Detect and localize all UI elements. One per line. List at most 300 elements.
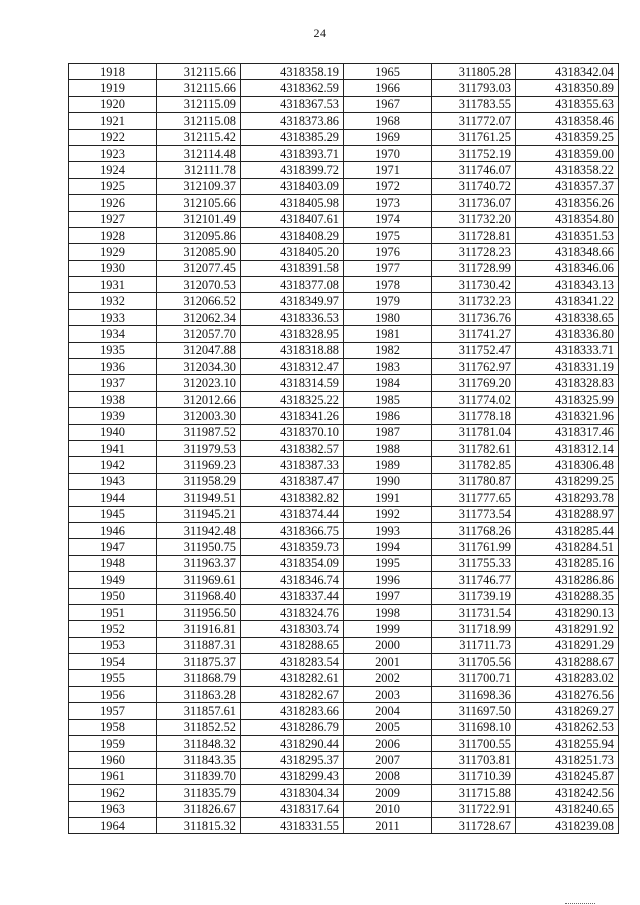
x-coordinate-cell: 311740.72: [432, 178, 516, 194]
x-coordinate-cell: 311815.32: [157, 817, 241, 833]
table-row: [69, 113, 344, 129]
table-row: [344, 375, 619, 391]
point-number-cell: 1929: [69, 244, 157, 260]
point-number-cell: 1932: [69, 293, 157, 309]
y-coordinate-cell: 4318312.14: [516, 440, 619, 456]
y-coordinate-cell: 4318337.44: [241, 588, 344, 604]
table-row: [344, 80, 619, 96]
point-number-cell: 1964: [69, 817, 157, 833]
x-coordinate-cell: 311746.07: [432, 162, 516, 178]
table-row: [344, 506, 619, 522]
table-row: [69, 555, 344, 571]
x-coordinate-cell: 311805.28: [432, 64, 516, 80]
table-row: [69, 539, 344, 555]
table-row: [69, 80, 344, 96]
y-coordinate-cell: 4318382.82: [241, 490, 344, 506]
y-coordinate-cell: 4318283.66: [241, 703, 344, 719]
point-number-cell: 1976: [344, 244, 432, 260]
y-coordinate-cell: 4318403.09: [241, 178, 344, 194]
x-coordinate-cell: 311780.87: [432, 473, 516, 489]
x-coordinate-cell: 311863.28: [157, 686, 241, 702]
x-coordinate-cell: 311722.91: [432, 801, 516, 817]
table-row: [69, 457, 344, 473]
x-coordinate-cell: 312111.78: [157, 162, 241, 178]
table-row: [344, 391, 619, 407]
x-coordinate-cell: 312115.66: [157, 80, 241, 96]
y-coordinate-cell: 4318374.44: [241, 506, 344, 522]
point-number-cell: 1995: [344, 555, 432, 571]
x-coordinate-cell: 311762.97: [432, 359, 516, 375]
x-coordinate-cell: 311736.76: [432, 309, 516, 325]
point-number-cell: 1919: [69, 80, 157, 96]
x-coordinate-cell: 311732.20: [432, 211, 516, 227]
point-number-cell: 1988: [344, 440, 432, 456]
x-coordinate-cell: 311852.52: [157, 719, 241, 735]
point-number-cell: 1926: [69, 195, 157, 211]
point-number-cell: 1939: [69, 408, 157, 424]
y-coordinate-cell: 4318288.67: [516, 654, 619, 670]
y-coordinate-cell: 4318314.59: [241, 375, 344, 391]
table-row: [69, 408, 344, 424]
point-number-cell: 1980: [344, 309, 432, 325]
point-number-cell: 1923: [69, 145, 157, 161]
point-number-cell: 1984: [344, 375, 432, 391]
y-coordinate-cell: 4318341.26: [241, 408, 344, 424]
x-coordinate-cell: 311728.99: [432, 260, 516, 276]
x-coordinate-cell: 312077.45: [157, 260, 241, 276]
y-coordinate-cell: 4318284.51: [516, 539, 619, 555]
table-row: [344, 326, 619, 342]
table-row: [69, 768, 344, 784]
table-row: [344, 342, 619, 358]
point-number-cell: 1918: [69, 64, 157, 80]
point-number-cell: 1991: [344, 490, 432, 506]
y-coordinate-cell: 4318338.65: [516, 309, 619, 325]
point-number-cell: 1977: [344, 260, 432, 276]
x-coordinate-cell: 311730.42: [432, 277, 516, 293]
x-coordinate-cell: 311752.47: [432, 342, 516, 358]
table-row: [69, 293, 344, 309]
point-number-cell: 1930: [69, 260, 157, 276]
y-coordinate-cell: 4318328.95: [241, 326, 344, 342]
table-row: [344, 490, 619, 506]
x-coordinate-cell: 311715.88: [432, 785, 516, 801]
point-number-cell: 2011: [344, 817, 432, 833]
y-coordinate-cell: 4318317.64: [241, 801, 344, 817]
x-coordinate-cell: 311958.29: [157, 473, 241, 489]
point-number-cell: 1949: [69, 572, 157, 588]
x-coordinate-cell: 311857.61: [157, 703, 241, 719]
table-row: [344, 227, 619, 243]
x-coordinate-cell: 312057.70: [157, 326, 241, 342]
y-coordinate-cell: 4318349.97: [241, 293, 344, 309]
point-number-cell: 1993: [344, 522, 432, 538]
table-row: [69, 621, 344, 637]
point-number-cell: 1954: [69, 654, 157, 670]
table-row: [69, 64, 344, 80]
y-coordinate-cell: 4318282.67: [241, 686, 344, 702]
point-number-cell: 1945: [69, 506, 157, 522]
x-coordinate-cell: 311782.85: [432, 457, 516, 473]
y-coordinate-cell: 4318293.78: [516, 490, 619, 506]
y-coordinate-cell: 4318354.09: [241, 555, 344, 571]
y-coordinate-cell: 4318325.99: [516, 391, 619, 407]
x-coordinate-cell: 312047.88: [157, 342, 241, 358]
y-coordinate-cell: 4318342.04: [516, 64, 619, 80]
y-coordinate-cell: 4318321.96: [516, 408, 619, 424]
table-row: [69, 178, 344, 194]
point-number-cell: 1969: [344, 129, 432, 145]
point-number-cell: 1998: [344, 604, 432, 620]
x-coordinate-cell: 311945.21: [157, 506, 241, 522]
table-row: [344, 162, 619, 178]
y-coordinate-cell: 4318324.76: [241, 604, 344, 620]
x-coordinate-cell: 312066.52: [157, 293, 241, 309]
y-coordinate-cell: 4318408.29: [241, 227, 344, 243]
point-number-cell: 1936: [69, 359, 157, 375]
point-number-cell: 1950: [69, 588, 157, 604]
y-coordinate-cell: 4318282.61: [241, 670, 344, 686]
point-number-cell: 2010: [344, 801, 432, 817]
table-row: [344, 522, 619, 538]
table-row: [344, 211, 619, 227]
table-row: [69, 703, 344, 719]
point-number-cell: 1992: [344, 506, 432, 522]
x-coordinate-cell: 312003.30: [157, 408, 241, 424]
y-coordinate-cell: 4318405.20: [241, 244, 344, 260]
point-number-cell: 1968: [344, 113, 432, 129]
x-coordinate-cell: 311773.54: [432, 506, 516, 522]
table-row: [69, 424, 344, 440]
y-coordinate-cell: 4318239.08: [516, 817, 619, 833]
x-coordinate-cell: 311987.52: [157, 424, 241, 440]
coordinates-table-left: [68, 63, 344, 834]
point-number-cell: 1978: [344, 277, 432, 293]
point-number-cell: 1942: [69, 457, 157, 473]
table-row: [69, 96, 344, 112]
x-coordinate-cell: 311868.79: [157, 670, 241, 686]
y-coordinate-cell: 4318359.73: [241, 539, 344, 555]
point-number-cell: 1933: [69, 309, 157, 325]
table-row: [344, 473, 619, 489]
point-number-cell: 1935: [69, 342, 157, 358]
y-coordinate-cell: 4318291.92: [516, 621, 619, 637]
point-number-cell: 2002: [344, 670, 432, 686]
x-coordinate-cell: 311774.02: [432, 391, 516, 407]
y-coordinate-cell: 4318393.71: [241, 145, 344, 161]
x-coordinate-cell: 311950.75: [157, 539, 241, 555]
table-row: [344, 457, 619, 473]
table-row: [344, 309, 619, 325]
table-row: [344, 785, 619, 801]
y-coordinate-cell: 4318299.25: [516, 473, 619, 489]
y-coordinate-cell: 4318382.57: [241, 440, 344, 456]
table-row: [69, 686, 344, 702]
x-coordinate-cell: 311698.10: [432, 719, 516, 735]
point-number-cell: 1981: [344, 326, 432, 342]
table-row: [344, 604, 619, 620]
y-coordinate-cell: 4318245.87: [516, 768, 619, 784]
x-coordinate-cell: 311697.50: [432, 703, 516, 719]
x-coordinate-cell: 311875.37: [157, 654, 241, 670]
y-coordinate-cell: 4318387.33: [241, 457, 344, 473]
y-coordinate-cell: 4318299.43: [241, 768, 344, 784]
x-coordinate-cell: 312085.90: [157, 244, 241, 260]
table-row: [69, 490, 344, 506]
x-coordinate-cell: 311739.19: [432, 588, 516, 604]
x-coordinate-cell: 311728.81: [432, 227, 516, 243]
point-number-cell: 1943: [69, 473, 157, 489]
point-number-cell: 1958: [69, 719, 157, 735]
point-number-cell: 1948: [69, 555, 157, 571]
y-coordinate-cell: 4318367.53: [241, 96, 344, 112]
y-coordinate-cell: 4318377.08: [241, 277, 344, 293]
y-coordinate-cell: 4318358.46: [516, 113, 619, 129]
point-number-cell: 1967: [344, 96, 432, 112]
y-coordinate-cell: 4318385.29: [241, 129, 344, 145]
point-number-cell: 1953: [69, 637, 157, 653]
table-row: [69, 506, 344, 522]
table-row: [69, 277, 344, 293]
y-coordinate-cell: 4318286.79: [241, 719, 344, 735]
table-row: [69, 375, 344, 391]
table-row: [344, 654, 619, 670]
y-coordinate-cell: 4318325.22: [241, 391, 344, 407]
x-coordinate-cell: 311755.33: [432, 555, 516, 571]
x-coordinate-cell: 311705.56: [432, 654, 516, 670]
x-coordinate-cell: 311963.37: [157, 555, 241, 571]
y-coordinate-cell: 4318366.75: [241, 522, 344, 538]
point-number-cell: 1975: [344, 227, 432, 243]
x-coordinate-cell: 311731.54: [432, 604, 516, 620]
point-number-cell: 1965: [344, 64, 432, 80]
table-row: [69, 637, 344, 653]
y-coordinate-cell: 4318285.44: [516, 522, 619, 538]
y-coordinate-cell: 4318333.71: [516, 342, 619, 358]
table-row: [69, 359, 344, 375]
point-number-cell: 1959: [69, 736, 157, 752]
table-row: [69, 211, 344, 227]
x-coordinate-cell: 311969.61: [157, 572, 241, 588]
x-coordinate-cell: 311711.73: [432, 637, 516, 653]
x-coordinate-cell: 311839.70: [157, 768, 241, 784]
table-row: [69, 195, 344, 211]
y-coordinate-cell: 4318358.19: [241, 64, 344, 80]
y-coordinate-cell: 4318251.73: [516, 752, 619, 768]
table-row: [69, 817, 344, 833]
table-row: [344, 64, 619, 80]
y-coordinate-cell: 4318291.29: [516, 637, 619, 653]
point-number-cell: 1971: [344, 162, 432, 178]
x-coordinate-cell: 311718.99: [432, 621, 516, 637]
y-coordinate-cell: 4318373.86: [241, 113, 344, 129]
x-coordinate-cell: 312115.08: [157, 113, 241, 129]
table-row: [344, 555, 619, 571]
y-coordinate-cell: 4318387.47: [241, 473, 344, 489]
x-coordinate-cell: 311778.18: [432, 408, 516, 424]
point-number-cell: 2000: [344, 637, 432, 653]
point-number-cell: 1972: [344, 178, 432, 194]
point-number-cell: 1987: [344, 424, 432, 440]
x-coordinate-cell: 311783.55: [432, 96, 516, 112]
y-coordinate-cell: 4318350.89: [516, 80, 619, 96]
table-row: [344, 178, 619, 194]
table-row: [69, 227, 344, 243]
point-number-cell: 2009: [344, 785, 432, 801]
point-number-cell: 1955: [69, 670, 157, 686]
y-coordinate-cell: 4318312.47: [241, 359, 344, 375]
x-coordinate-cell: 311782.61: [432, 440, 516, 456]
table-row: [344, 408, 619, 424]
y-coordinate-cell: 4318370.10: [241, 424, 344, 440]
y-coordinate-cell: 4318346.74: [241, 572, 344, 588]
table-row: [344, 539, 619, 555]
x-coordinate-cell: 312115.66: [157, 64, 241, 80]
point-number-cell: 1938: [69, 391, 157, 407]
x-coordinate-cell: 311835.79: [157, 785, 241, 801]
x-coordinate-cell: 311703.81: [432, 752, 516, 768]
point-number-cell: 1922: [69, 129, 157, 145]
point-number-cell: 1974: [344, 211, 432, 227]
x-coordinate-cell: 312114.48: [157, 145, 241, 161]
x-coordinate-cell: 311761.25: [432, 129, 516, 145]
x-coordinate-cell: 311956.50: [157, 604, 241, 620]
point-number-cell: 1947: [69, 539, 157, 555]
table-row: [344, 359, 619, 375]
x-coordinate-cell: 311968.40: [157, 588, 241, 604]
table-row: [69, 785, 344, 801]
y-coordinate-cell: 4318285.16: [516, 555, 619, 571]
point-number-cell: 1927: [69, 211, 157, 227]
point-number-cell: 1999: [344, 621, 432, 637]
y-coordinate-cell: 4318336.53: [241, 309, 344, 325]
point-number-cell: 1925: [69, 178, 157, 194]
point-number-cell: 1937: [69, 375, 157, 391]
x-coordinate-cell: 311916.81: [157, 621, 241, 637]
table-row: [69, 736, 344, 752]
table-row: [69, 260, 344, 276]
x-coordinate-cell: 311769.20: [432, 375, 516, 391]
point-number-cell: 2004: [344, 703, 432, 719]
point-number-cell: 1966: [344, 80, 432, 96]
table-row: [344, 768, 619, 784]
table-row: [344, 293, 619, 309]
x-coordinate-cell: 311826.67: [157, 801, 241, 817]
point-number-cell: 1928: [69, 227, 157, 243]
y-coordinate-cell: 4318283.54: [241, 654, 344, 670]
y-coordinate-cell: 4318331.55: [241, 817, 344, 833]
x-coordinate-cell: 312023.10: [157, 375, 241, 391]
table-row: [69, 572, 344, 588]
table-row: [344, 703, 619, 719]
table-row: [344, 736, 619, 752]
y-coordinate-cell: 4318290.13: [516, 604, 619, 620]
table-row: [344, 440, 619, 456]
table-row: [344, 277, 619, 293]
y-coordinate-cell: 4318240.65: [516, 801, 619, 817]
x-coordinate-cell: 312101.49: [157, 211, 241, 227]
table-row: [344, 96, 619, 112]
x-coordinate-cell: 311732.23: [432, 293, 516, 309]
table-row: [69, 244, 344, 260]
x-coordinate-cell: 311700.71: [432, 670, 516, 686]
x-coordinate-cell: 311781.04: [432, 424, 516, 440]
point-number-cell: 1970: [344, 145, 432, 161]
table-row: [344, 572, 619, 588]
point-number-cell: 1934: [69, 326, 157, 342]
point-number-cell: 1996: [344, 572, 432, 588]
point-number-cell: 1963: [69, 801, 157, 817]
y-coordinate-cell: 4318288.65: [241, 637, 344, 653]
point-number-cell: 1997: [344, 588, 432, 604]
y-coordinate-cell: 4318295.37: [241, 752, 344, 768]
x-coordinate-cell: 312012.66: [157, 391, 241, 407]
y-coordinate-cell: 4318283.02: [516, 670, 619, 686]
y-coordinate-cell: 4318351.53: [516, 227, 619, 243]
point-number-cell: 1931: [69, 277, 157, 293]
point-number-cell: 1941: [69, 440, 157, 456]
x-coordinate-cell: 311768.26: [432, 522, 516, 538]
table-row: [344, 113, 619, 129]
y-coordinate-cell: 4318346.06: [516, 260, 619, 276]
y-coordinate-cell: 4318357.37: [516, 178, 619, 194]
y-coordinate-cell: 4318255.94: [516, 736, 619, 752]
x-coordinate-cell: 311949.51: [157, 490, 241, 506]
x-coordinate-cell: 311710.39: [432, 768, 516, 784]
point-number-cell: 1960: [69, 752, 157, 768]
y-coordinate-cell: 4318348.66: [516, 244, 619, 260]
x-coordinate-cell: 312115.09: [157, 96, 241, 112]
point-number-cell: 1924: [69, 162, 157, 178]
page-number: 24: [313, 26, 327, 40]
table-row: [69, 604, 344, 620]
table-row: [344, 129, 619, 145]
y-coordinate-cell: 4318354.80: [516, 211, 619, 227]
point-number-cell: 1979: [344, 293, 432, 309]
x-coordinate-cell: 311979.53: [157, 440, 241, 456]
y-coordinate-cell: 4318306.48: [516, 457, 619, 473]
x-coordinate-cell: 311746.77: [432, 572, 516, 588]
point-number-cell: 2001: [344, 654, 432, 670]
page-edge-mark: [565, 903, 595, 904]
y-coordinate-cell: 4318269.27: [516, 703, 619, 719]
table-row: [344, 686, 619, 702]
x-coordinate-cell: 312109.37: [157, 178, 241, 194]
coordinates-table-right: [343, 63, 619, 834]
table-row: [69, 719, 344, 735]
x-coordinate-cell: 312115.42: [157, 129, 241, 145]
y-coordinate-cell: 4318290.44: [241, 736, 344, 752]
x-coordinate-cell: 311728.67: [432, 817, 516, 833]
y-coordinate-cell: 4318303.74: [241, 621, 344, 637]
x-coordinate-cell: 311741.27: [432, 326, 516, 342]
table-row: [69, 522, 344, 538]
x-coordinate-cell: 311752.19: [432, 145, 516, 161]
x-coordinate-cell: 312070.53: [157, 277, 241, 293]
x-coordinate-cell: 311887.31: [157, 637, 241, 653]
table-row: [344, 670, 619, 686]
y-coordinate-cell: 4318399.72: [241, 162, 344, 178]
y-coordinate-cell: 4318405.98: [241, 195, 344, 211]
point-number-cell: 1994: [344, 539, 432, 555]
y-coordinate-cell: 4318407.61: [241, 211, 344, 227]
table-row: [344, 588, 619, 604]
y-coordinate-cell: 4318288.97: [516, 506, 619, 522]
y-coordinate-cell: 4318362.59: [241, 80, 344, 96]
x-coordinate-cell: 311698.36: [432, 686, 516, 702]
point-number-cell: 2008: [344, 768, 432, 784]
point-number-cell: 1944: [69, 490, 157, 506]
